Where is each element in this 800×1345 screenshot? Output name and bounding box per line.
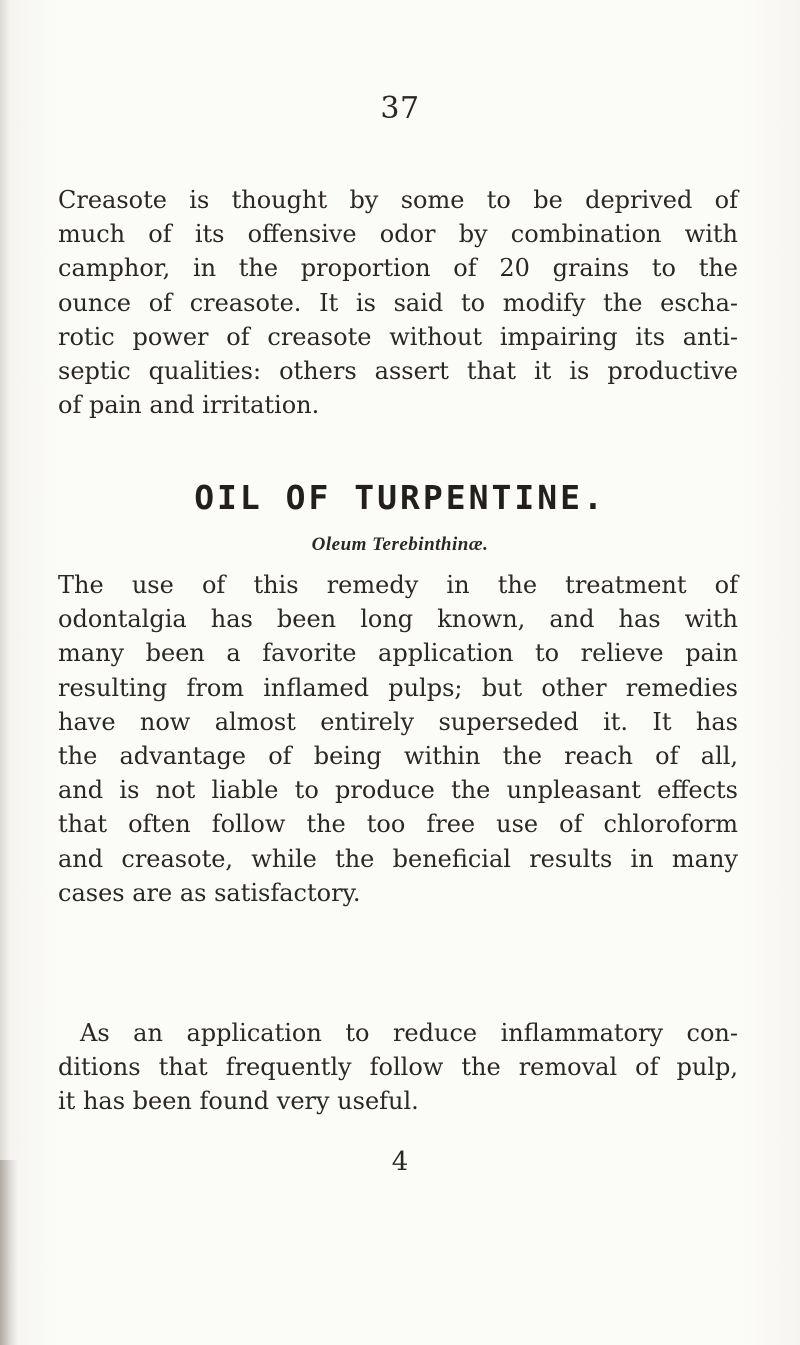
paragraph-inflammatory-conditions	[58, 1016, 738, 1119]
page-number: 37	[380, 91, 420, 126]
text-line: rotic power of creasote without impairing its anti-	[58, 322, 738, 351]
text-line: The use of this remedy in the treatment of	[58, 571, 738, 599]
text-line: camphor, in the proportion of 20 grains to the	[58, 254, 738, 283]
text-line: As an application to reduce inflammatory con-	[80, 1019, 738, 1047]
paragraph-creasote-camphor	[58, 183, 738, 422]
signature-mark: 4	[391, 1147, 409, 1177]
section-heading: OIL OF TURPENTINE.	[194, 478, 606, 517]
text-line: resulting from inflamed pulps; but other remedies	[58, 673, 738, 702]
text-line: Creasote is thought by some to be deprived of	[58, 186, 738, 214]
text-line: ditions that frequently follow the removal of pulp,	[58, 1053, 738, 1082]
text-line: the advantage of being within the reach of all,	[58, 741, 738, 770]
page-shadow-edge	[0, 0, 10, 1345]
text-line: and is not liable to produce the unpleasant effects	[58, 776, 738, 805]
text-line: odontalgia has been long known, and has with	[58, 605, 738, 634]
text-line: much of its offensive odor by combination with	[58, 220, 738, 249]
text-line: of pain and irritation.	[58, 391, 320, 420]
text-line: that often follow the too free use of chloroform	[58, 810, 738, 839]
section-subheading-latin: Oleum Terebinthinæ.	[311, 534, 489, 555]
text-line: many been a favorite application to relieve pain	[58, 639, 738, 668]
text-line: ounce of creasote. It is said to modify the escha-	[58, 288, 738, 317]
paragraph-turpentine-use	[58, 568, 738, 910]
page-binding-shadow	[0, 1160, 18, 1345]
text-line: septic qualities: others assert that it is productive	[58, 356, 738, 385]
text-line: cases are as satisfactory.	[58, 878, 361, 907]
text-line: it has been found very useful.	[58, 1087, 419, 1116]
text-line: and creasote, while the beneficial results in many	[58, 844, 738, 873]
text-line: have now almost entirely superseded it. It has	[58, 707, 738, 736]
